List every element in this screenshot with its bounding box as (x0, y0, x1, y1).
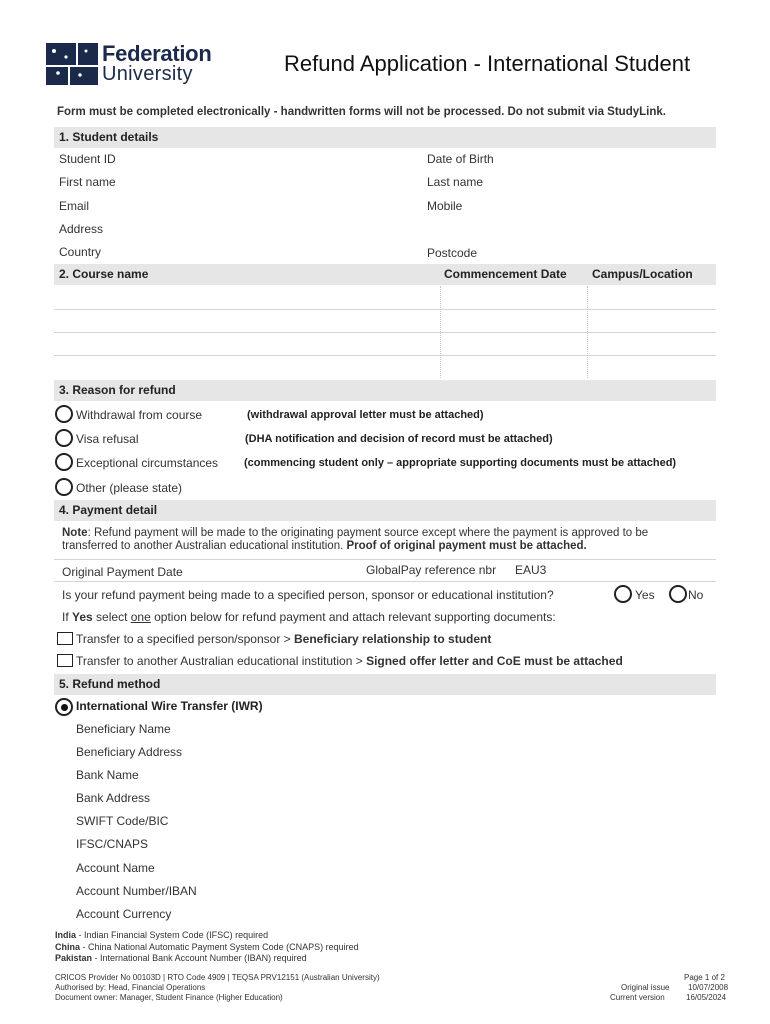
section-4-header (54, 500, 716, 521)
method-iwr-radio[interactable] (55, 698, 73, 716)
field-original-payment-date[interactable]: Original Payment Date (62, 565, 183, 579)
reason-exceptional-note: (commencing student only – appropriate supporting documents must be attached) (244, 457, 677, 469)
if-yes-one: one (130, 610, 151, 624)
country-china-text: - China National Automatic Payment System Code (CNAPS) required (80, 942, 359, 952)
intro-note: Form must be completed electronically - handwritten forms will not be processed. Do not submit via StudyLink. (57, 106, 666, 118)
payment-note-text: : Refund payment will be made to the originating payment source except where the payment is approved to be (87, 527, 649, 539)
reason-other-radio[interactable] (55, 478, 73, 496)
field-country[interactable]: Country (59, 245, 102, 259)
course-name-cells[interactable] (54, 286, 440, 378)
payment-note (62, 527, 712, 553)
specified-payee-question: Is your refund payment being made to a specified person, sponsor or educational institution? (62, 588, 554, 602)
field-mobile[interactable]: Mobile (427, 199, 463, 213)
payee-no-radio[interactable] (669, 585, 687, 603)
section-5-title: 5. Refund method (59, 677, 161, 691)
payment-divider (54, 559, 716, 560)
footer-issue-date: 10/07/2008 (688, 983, 729, 992)
logo-wordmark-line1: Federation (102, 41, 212, 66)
if-yes-bold: Yes (72, 610, 93, 624)
reason-exceptional-label: Exceptional circumstances (76, 456, 219, 470)
country-pakistan-text: - International Bank Account Number (IBAN) required (92, 953, 307, 963)
footer-document-owner: Document owner: Manager, Student Finance (Higher Education) (55, 993, 283, 1002)
field-student-id[interactable]: Student ID (59, 152, 116, 166)
column-campus-location: Campus/Location (592, 267, 693, 281)
payee-yes-label: Yes (635, 588, 655, 602)
payment-note-text-2: transferred to another Australian educational institution. (62, 540, 347, 552)
country-pakistan: Pakistan (55, 953, 93, 963)
reason-visa-refusal-label: Visa refusal (76, 432, 139, 446)
footer-page-number: Page 1 of 2 (684, 973, 725, 982)
if-yes-suffix: option below for refund payment and attach relevant supporting documents: (150, 610, 556, 624)
reason-visa-refusal-note: (DHA notification and decision of record must be attached) (245, 433, 553, 445)
section-1-title: 1. Student details (59, 130, 159, 144)
if-yes-mid: select (92, 610, 131, 624)
field-email[interactable]: Email (59, 199, 90, 213)
reason-withdrawal-radio[interactable] (55, 405, 73, 423)
section-2-title: 2. Course name (59, 267, 149, 281)
country-india-text: - Indian Financial System Code (IFSC) required (76, 930, 269, 940)
payee-no-label: No (688, 588, 704, 602)
transfer-institution-checkbox[interactable] (57, 654, 73, 667)
field-first-name[interactable]: First name (59, 175, 116, 189)
column-commencement-date: Commencement Date (444, 267, 567, 281)
field-beneficiary-address[interactable]: Beneficiary Address (76, 745, 183, 759)
field-address[interactable]: Address (59, 222, 104, 236)
payment-note-proof: Proof of original payment must be attached. (346, 540, 587, 552)
if-yes-prefix: If (62, 610, 73, 624)
page-title: Refund Application - International Student (284, 51, 691, 76)
method-iwr-label: International Wire Transfer (IWR) (76, 699, 263, 713)
reason-withdrawal-note: (withdrawal approval letter must be attached) (247, 409, 484, 421)
field-date-of-birth[interactable]: Date of Birth (427, 152, 494, 166)
footer-authorised-by: Authorised by: Head, Financial Operations (55, 983, 206, 992)
payment-note-label: Note (62, 527, 88, 539)
footer-version-date: 16/05/2024 (686, 993, 727, 1002)
field-account-name[interactable]: Account Name (76, 861, 155, 875)
transfer-person-label (76, 632, 491, 646)
section-2-header (54, 264, 716, 285)
country-note-china (55, 942, 359, 952)
transfer-institution-requirement: Signed offer letter and CoE must be attached (366, 654, 623, 668)
field-beneficiary-name[interactable]: Beneficiary Name (76, 722, 171, 736)
transfer-institution-text: Transfer to another Australian educational institution > (76, 654, 367, 668)
field-bank-name[interactable]: Bank Name (76, 768, 139, 782)
course-column-divider (587, 286, 588, 378)
country-china: China (55, 942, 81, 952)
if-yes-instruction (62, 610, 556, 624)
transfer-person-checkbox[interactable] (57, 632, 73, 645)
country-india: India (55, 930, 77, 940)
course-column-divider (440, 286, 441, 378)
field-bank-address[interactable]: Bank Address (76, 791, 151, 805)
transfer-institution-label (76, 654, 623, 668)
field-account-number[interactable]: Account Number/IBAN (76, 884, 197, 898)
footer-version-label: Current version (610, 993, 665, 1002)
section-1-header (54, 127, 716, 148)
payment-divider (54, 581, 716, 582)
transfer-person-text: Transfer to a specified person/sponsor > (76, 632, 295, 646)
section-3-title: 3. Reason for refund (59, 383, 176, 397)
reason-visa-refusal-radio[interactable] (55, 429, 73, 447)
field-account-currency[interactable]: Account Currency (76, 907, 172, 921)
country-note-pakistan (55, 953, 307, 963)
transfer-person-requirement: Beneficiary relationship to student (294, 632, 492, 646)
section-3-header (54, 380, 716, 401)
footer-cricos: CRICOS Provider No 00103D | RTO Code 4909 | TEQSA PRV12151 (Australian University) (55, 973, 380, 982)
federation-logo-icon (46, 43, 100, 85)
footer-issue-label: Original issue (621, 983, 670, 992)
field-swift-code[interactable]: SWIFT Code/BIC (76, 814, 169, 828)
reason-withdrawal-label: Withdrawal from course (76, 408, 203, 422)
logo-wordmark-line2: University (102, 63, 193, 85)
payee-yes-radio[interactable] (614, 585, 632, 603)
field-ifsc-cnaps[interactable]: IFSC/CNAPS (76, 837, 149, 851)
field-globalpay-reference[interactable]: GlobalPay reference nbr (366, 563, 497, 577)
globalpay-prefix-value: EAU3 (515, 563, 547, 577)
reason-other-label: Other (please state) (76, 481, 183, 495)
section-5-header (54, 674, 716, 695)
field-postcode[interactable]: Postcode (427, 246, 478, 260)
country-note-india (55, 930, 268, 940)
field-last-name[interactable]: Last name (427, 175, 484, 189)
section-4-title: 4. Payment detail (59, 503, 158, 517)
reason-exceptional-radio[interactable] (55, 453, 73, 471)
